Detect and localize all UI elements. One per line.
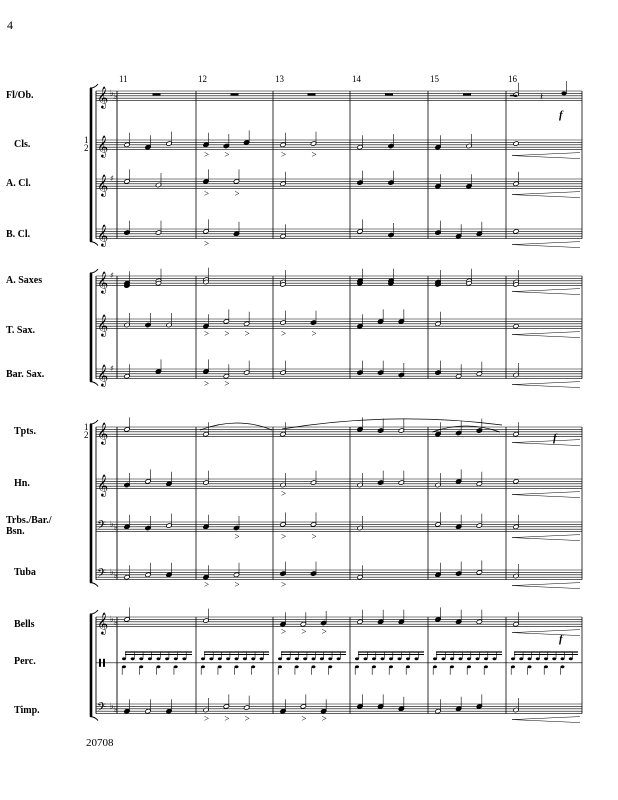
bass-drum-note [295,665,299,668]
crescendo-hairpin [512,583,580,589]
instrument-name: A. Cl. [6,178,31,189]
accent: > [311,531,317,542]
dynamic-forte: f [559,633,563,645]
measure [203,471,209,486]
measure [385,93,393,95]
measure-number: 11 [119,74,128,84]
staff [14,469,582,498]
instrument-name-line2: Bsn. [6,526,25,537]
accent: > [204,149,210,160]
measure [203,515,240,542]
bass-clef: 𝄢 [97,519,107,536]
measure-number: 13 [275,74,284,84]
page-number: 4 [7,18,13,32]
measure-number: 12 [198,74,207,84]
snare-note [226,657,230,660]
instrument-name: Fl/Ob. [6,90,34,101]
snare-note [182,657,186,660]
accent: > [204,188,210,199]
measure [511,652,578,675]
snare-note [544,657,548,660]
instrument-name: B. Cl. [6,229,31,240]
snare-note [552,657,556,660]
accent: > [204,328,210,339]
crescendo-hairpin [512,192,580,198]
measure [124,417,130,432]
measure [280,311,317,339]
crescendo-hairpin [512,242,580,248]
crescendo-hairpin [512,440,580,446]
slur [200,423,272,430]
key-sharp: ♯ [110,271,114,280]
measure [231,93,239,95]
key-flat: ♭ [114,705,118,714]
measure [357,134,394,150]
snare-note [303,657,307,660]
key-flat: ♭ [110,567,114,577]
measure [512,363,580,388]
measure [280,562,317,590]
accent: > [224,378,230,389]
snare-note [511,657,515,660]
system-saxophones [6,268,582,389]
bass-drum-note [235,665,239,668]
accent: > [224,713,230,724]
measure [122,652,192,675]
snare-note [131,657,135,660]
snare-note [251,657,255,660]
notehead [561,92,566,96]
accent: > [244,713,250,724]
treble-clef: 𝄞 [97,174,109,197]
measure [512,698,580,723]
measure [355,652,424,675]
bass-drum-note [174,665,178,668]
key-sharp: ♯ [110,174,114,183]
treble-clef: 𝄞 [97,612,109,635]
measure [357,516,363,531]
measure [278,652,346,675]
snare-note [328,657,332,660]
key-flat: ♭ [110,88,114,98]
measure-number: 15 [430,74,439,84]
staff [6,309,582,338]
bass-drum-note [278,665,282,668]
accent: > [281,149,287,160]
measure [203,563,240,590]
system-woodwinds [6,81,582,249]
bass-drum-note [561,665,565,668]
staff [14,694,582,723]
accent: > [281,328,287,339]
bass-drum-note [312,665,316,668]
staff [14,652,582,675]
key-flat: ♭ [114,618,118,627]
measure [512,564,580,589]
snare-note [372,657,376,660]
dynamic-forte: f [553,432,557,444]
snare-note [320,657,324,660]
staff [6,268,582,295]
notehead [513,323,519,328]
measure [512,515,580,541]
snare-note [442,657,446,660]
catalog-number: 20708 [86,737,114,749]
snare-note [260,657,264,660]
snare-note [165,657,169,660]
accent: > [321,626,327,637]
measure [124,469,172,487]
measure [280,611,327,637]
accent: > [204,238,210,249]
accent: > [244,328,250,339]
notehead [513,229,519,234]
treble-clef: 𝄞 [97,314,109,337]
crescendo-hairpin [512,630,580,636]
system-brass [6,417,582,589]
key-flat: ♭ [114,92,118,101]
staff [6,169,582,198]
key-flat: ♭ [110,519,114,529]
crescendo-hairpin [512,382,580,388]
bass-drum-note [484,665,488,668]
snare-note [569,657,573,660]
snare-note [201,657,205,660]
part-number-2: 2 [84,430,89,440]
bass-drum-note [328,665,332,668]
accent: > [281,626,287,637]
instrument-name: A. Saxes [6,275,43,286]
snare-note [157,657,161,660]
crescendo-hairpin [512,153,580,159]
accent: > [311,328,317,339]
quarter-rest: 𝄽 [540,92,544,104]
measure [433,652,502,675]
measure [435,269,472,287]
instrument-name: Bells [14,619,35,630]
snare-note [364,657,368,660]
bass-drum-note [139,665,143,668]
snare-note [415,657,419,660]
dynamic-forte: f [559,109,563,121]
crescendo-hairpin [512,535,580,541]
snare-note [235,657,239,660]
treble-clef: 𝄞 [97,422,109,445]
snare-note [218,657,222,660]
measure [512,323,580,337]
accent: > [281,579,287,590]
bass-clef: 𝄢 [97,567,107,584]
accent: > [234,188,240,199]
instrument-name: Perc. [14,656,36,667]
whole-rest [231,93,239,95]
key-flat: ♭ [114,523,118,532]
measure [512,172,580,198]
treble-clef: 𝄞 [97,474,109,497]
measure [357,219,394,237]
snare-note [493,657,497,660]
snare-note [459,657,463,660]
crescendo-hairpin [512,717,580,723]
measure [153,93,161,95]
snare-note [148,657,152,660]
snare-note [519,657,523,660]
bass-clef: 𝄢 [97,701,107,718]
snare-note [286,657,290,660]
accent: > [301,713,307,724]
measure [203,609,209,624]
instrument-name: Tuba [14,567,36,578]
snare-note [295,657,299,660]
notehead [513,141,519,146]
measure [357,171,394,186]
staff [6,81,582,110]
snare-note [528,657,532,660]
measure [124,313,172,328]
accent: > [281,488,287,499]
part-number-2: 2 [84,143,89,153]
snare-note [476,657,480,660]
snare-note [209,657,213,660]
treble-clef: 𝄞 [97,271,109,294]
instrument-name: T. Sax. [6,325,35,336]
part-numbers: 1 [84,135,89,145]
crescendo-hairpin [512,492,580,498]
accent: > [234,531,240,542]
bass-drum-note [218,665,222,668]
staff [14,560,582,589]
bass-drum-note [450,665,454,668]
notehead [513,479,519,484]
accent: > [224,328,230,339]
bass-drum-note [372,665,376,668]
instrument-name: Timp. [14,705,40,716]
bass-drum-note [544,665,548,668]
measure-number: 14 [352,74,361,84]
crescendo-hairpin [512,332,580,338]
bass-drum-note [406,665,410,668]
treble-clef: 𝄞 [97,224,109,247]
snare-note [561,657,565,660]
bass-drum-note [122,665,126,668]
whole-rest [385,93,393,95]
snare-note [536,657,540,660]
instrument-name: Hn. [14,478,30,489]
accent: > [234,579,240,590]
measure-number: 16 [508,74,517,84]
snare-note [243,657,247,660]
accent: > [281,531,287,542]
part-numbers: 1 [84,422,89,432]
percussion-clef [99,659,101,667]
staff [14,130,582,159]
measure [201,652,269,675]
bass-drum-note [511,665,515,668]
accent: > [204,378,210,389]
measure [512,270,580,295]
treble-clef: 𝄞 [97,86,109,109]
measure [280,132,317,160]
instrument-name: Bar. Sax. [6,369,45,380]
accent: > [321,713,327,724]
whole-rest [308,93,316,95]
measure [280,361,286,376]
snare-note [381,657,385,660]
measure [124,169,162,187]
instrument-name: Cls. [14,139,31,150]
slur [282,419,502,429]
bass-drum-note [528,665,532,668]
measure [435,134,472,150]
measure [124,607,130,622]
measure [435,469,483,487]
whole-rest [463,93,471,95]
key-flat: ♭ [114,571,118,580]
staff [14,417,582,445]
bass-drum-note [433,665,437,668]
snare-note [312,657,316,660]
bass-drum-note [389,665,393,668]
treble-clef: 𝄞 [97,364,109,387]
accent: > [224,149,230,160]
crescendo-hairpin [512,289,580,295]
bass-drum-note [157,665,161,668]
instrument-name: Trbs./Bar./ [6,515,52,526]
snare-note [406,657,410,660]
snare-note [355,657,359,660]
instrument-name: Tpts. [14,426,36,437]
snare-note [174,657,178,660]
snare-note [467,657,471,660]
snare-note [484,657,488,660]
snare-note [433,657,437,660]
snare-note [450,657,454,660]
accent: > [311,149,317,160]
staff [14,607,582,636]
half-rest [510,95,517,96]
measure [308,93,316,95]
bass-drum-note [251,665,255,668]
snare-note [139,657,143,660]
system-percussion [14,607,582,723]
key-flat: ♭ [110,614,114,624]
key-flat: ♭ [110,701,114,711]
accent: > [301,626,307,637]
key-sharp: ♯ [110,364,114,373]
staff [6,359,582,388]
accent: > [204,713,210,724]
snare-note [398,657,402,660]
staff [6,219,582,248]
measure [280,471,317,499]
snare-note [278,657,282,660]
measure [463,93,471,95]
bass-drum-note [467,665,471,668]
whole-rest [153,93,161,95]
accent: > [204,579,210,590]
measure [124,221,162,236]
percussion-clef-bar [103,659,105,667]
treble-clef: 𝄞 [97,135,109,158]
snare-note [389,657,393,660]
snare-note [122,657,126,660]
bass-drum-note [355,665,359,668]
staff [6,512,582,541]
snare-note [337,657,341,660]
bass-drum-note [201,665,205,668]
